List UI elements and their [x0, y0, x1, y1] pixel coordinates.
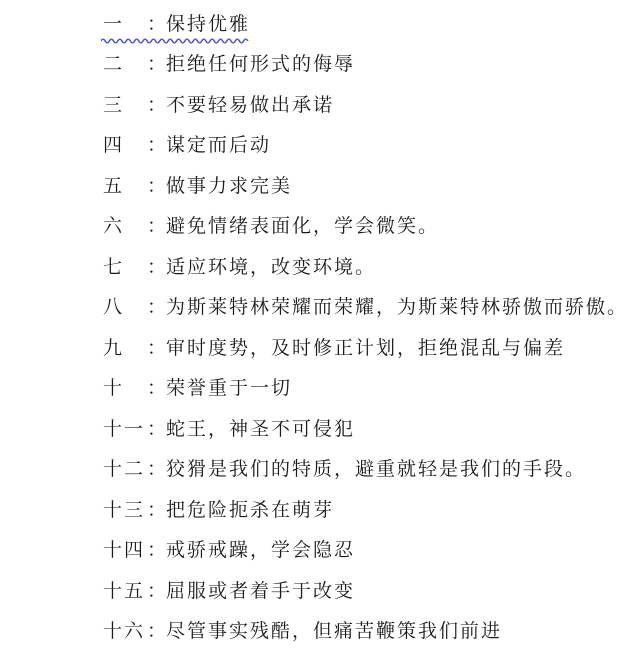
item-separator: ： [147, 458, 167, 481]
item-separator: ： [147, 53, 167, 76]
item-separator: ： [147, 174, 167, 197]
item-number: 八 [103, 296, 125, 319]
item-separator: ： [147, 93, 167, 116]
item-text: 不要轻易做出承诺 [166, 93, 335, 116]
item-separator: ： [147, 215, 167, 238]
item-number: 十一 [103, 417, 146, 440]
item-separator: ： [147, 417, 167, 440]
item-separator: ： [147, 134, 167, 157]
item-number: 十五 [103, 579, 146, 602]
list-item [103, 124, 640, 165]
item-text: 戒骄戒躁，学会隐忍 [166, 539, 356, 562]
list-item [103, 407, 640, 448]
item-separator: ： [147, 498, 167, 521]
item-number: 六 [103, 215, 125, 238]
item-text: 适应环境，改变环境。 [166, 255, 377, 278]
item-number: 十三 [103, 498, 146, 521]
list-item [103, 367, 640, 408]
list-item [103, 245, 640, 286]
list-item [103, 43, 640, 84]
item-text: 尽管事实残酷，但痛苦鞭策我们前进 [166, 620, 503, 643]
item-separator: ： [147, 620, 167, 643]
list-item [103, 569, 640, 610]
item-text: 审时度势，及时修正计划，拒绝混乱与偏差 [166, 336, 566, 359]
item-text: 屈服或者着手于改变 [166, 579, 356, 602]
item-separator: ： [147, 579, 167, 602]
item-separator: ： [147, 12, 167, 35]
item-number: 十四 [103, 539, 146, 562]
item-number: 三 [103, 93, 125, 116]
list-item [103, 2, 640, 43]
item-text: 谋定而后动 [166, 134, 272, 157]
item-number: 七 [103, 255, 125, 278]
underlined-line [103, 9, 250, 36]
item-text: 做事力求完美 [166, 174, 293, 197]
item-separator: ： [147, 377, 167, 400]
item-text: 狡猾是我们的特质，避重就轻是我们的手段。 [166, 458, 587, 481]
item-number: 十六 [103, 620, 146, 643]
list-item [103, 83, 640, 124]
list-item [103, 610, 640, 651]
item-text: 蛇王，神圣不可侵犯 [166, 417, 356, 440]
list-item [103, 286, 640, 327]
item-text: 为斯莱特林荣耀而荣耀，为斯莱特林骄傲而骄傲。 [166, 296, 629, 319]
list-item [103, 488, 640, 529]
item-number: 四 [103, 134, 125, 157]
list-item [103, 205, 640, 246]
item-text: 避免情绪表面化，学会微笑。 [166, 215, 440, 238]
item-separator: ： [147, 255, 167, 278]
item-text: 拒绝任何形式的侮辱 [166, 53, 356, 76]
item-separator: ： [147, 336, 167, 359]
item-number: 十 [103, 377, 125, 400]
item-text: 荣誉重于一切 [166, 377, 293, 400]
item-separator: ： [147, 296, 167, 319]
item-number: 一 [103, 12, 125, 35]
item-text: 把危险扼杀在萌芽 [166, 498, 335, 521]
item-number: 九 [103, 336, 125, 359]
item-text: 保持优雅 [166, 12, 251, 35]
list-item [103, 448, 640, 489]
spellcheck-squiggle-icon [101, 36, 252, 44]
item-number: 五 [103, 174, 125, 197]
list-item [103, 529, 640, 570]
list-item [103, 164, 640, 205]
list-item [103, 326, 640, 367]
item-separator: ： [147, 539, 167, 562]
item-number: 十二 [103, 458, 146, 481]
item-number: 二 [103, 53, 125, 76]
